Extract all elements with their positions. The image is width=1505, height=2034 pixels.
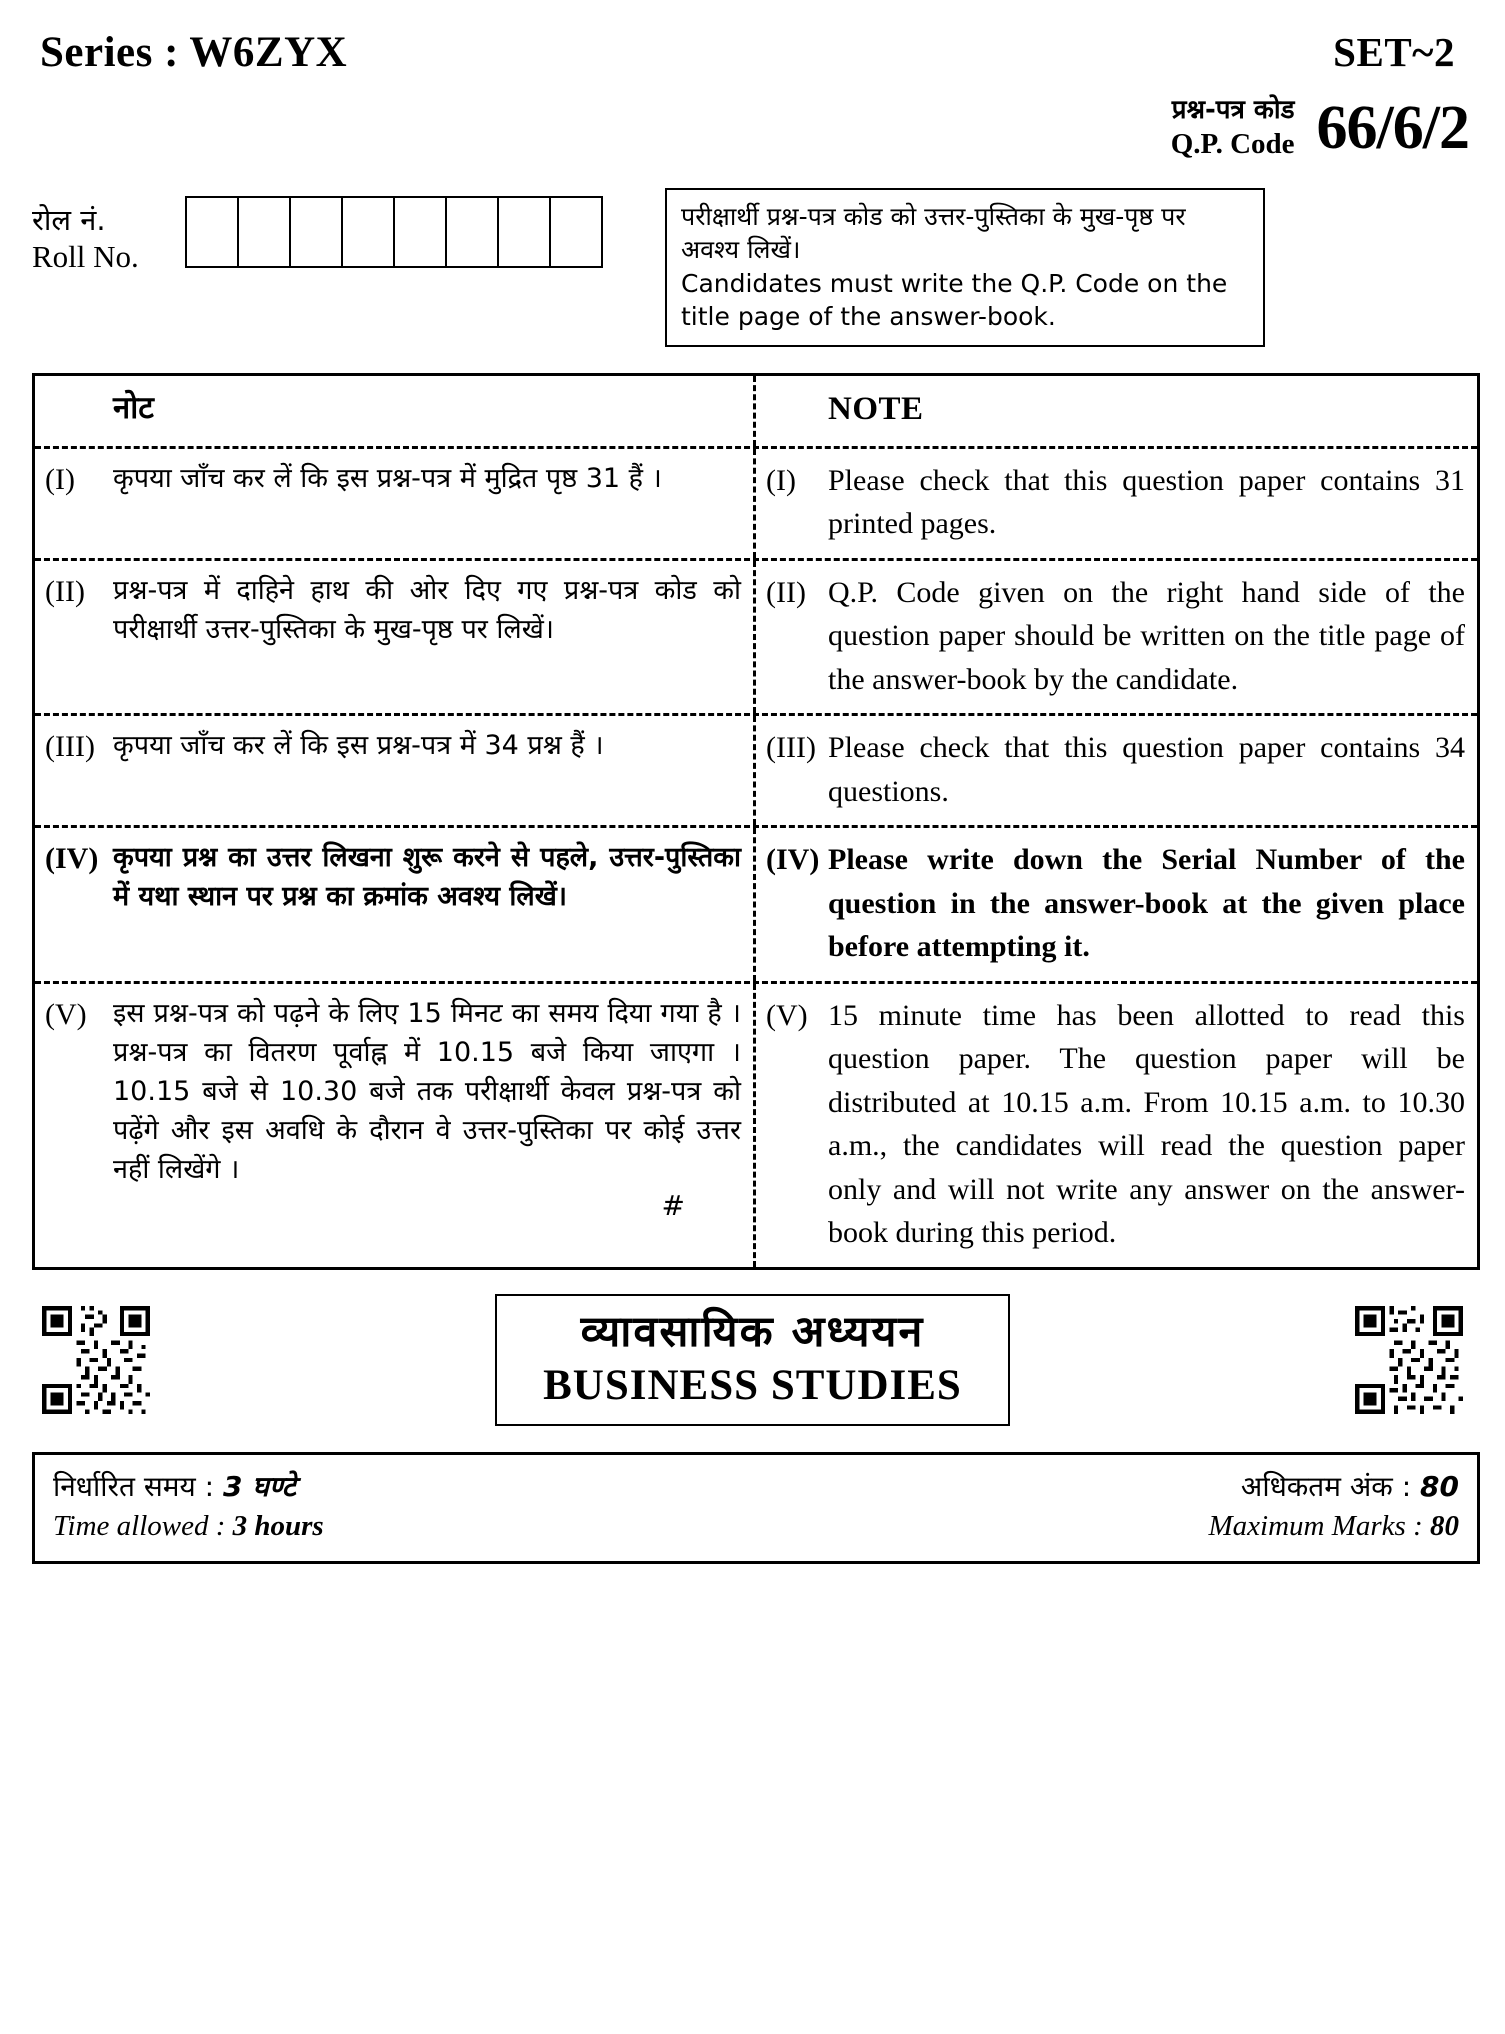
note-cell-hindi: [35, 828, 756, 981]
time-allowed-english-value: 3 hours: [232, 1510, 324, 1543]
note-header-hindi-label: नोट: [113, 390, 154, 426]
qp-code-label-english: Q.P. Code: [1170, 127, 1295, 160]
note-text-hindi: इस प्रश्न-पत्र को पढ़ने के लिए 15 मिनट का समय दिया गया है । प्रश्न-पत्र का वितरण पूर्वाह्न में 10.15 बजे किया जाएगा । 10.15 बजे से 10.30 बजे तक परीक्षार्थी केवल प्रश्न-पत्र को पढ़ेंगे और इस अवधि के दौरान वे उत्तर-पुस्तिका पर कोई उत्तर नहीं लिखेंगे । #: [113, 994, 741, 1255]
maximum-marks-hindi-value: 80: [1420, 1469, 1459, 1503]
note-cell-english: [756, 561, 1477, 714]
set-number-label: SET~2: [1333, 29, 1455, 75]
note-row: [35, 828, 1477, 984]
maximum-marks-block: [1209, 1467, 1459, 1547]
note-text-english: 15 minute time has been allotted to read this question paper. The question paper will be distributed at 10.15 a.m. From 10.15 a.m. to 10.30 a.m., the candidates will read the question paper only and will not write any answer on the answer-book during this period.: [828, 998, 1465, 1250]
roll-number-cell[interactable]: [289, 196, 343, 268]
note-cell-english: [756, 828, 1477, 981]
note-text-hindi: कृपया प्रश्न का उत्तर लिखना शुरू करने से पहले, उत्तर-पुस्तिका में यथा स्थान पर प्रश्न का क्रमांक अवश्य लिखें।: [113, 842, 741, 913]
maximum-marks-english-label: Maximum Marks :: [1208, 1510, 1423, 1543]
subject-title-box: [495, 1294, 1010, 1426]
time-allowed-block: [53, 1467, 324, 1547]
note-header-english-label: NOTE: [828, 391, 924, 427]
time-allowed-hindi-label: निर्धारित समय :: [53, 1469, 215, 1503]
time-allowed-hindi-value: 3 घण्टे: [222, 1469, 296, 1503]
note-header-hindi-index: [45, 386, 113, 434]
roll-number-cell[interactable]: [497, 196, 551, 268]
note-cell-hindi: [35, 716, 756, 825]
time-allowed-hindi: [53, 1467, 324, 1506]
note-index-english: (V): [766, 998, 808, 1032]
note-text-english: Please check that this question paper contains 34 questions.: [828, 731, 1465, 808]
roll-number-labels: [32, 188, 187, 277]
note-text-english: Please write down the Serial Number of the question in the answer-book at the given place before attempting it.: [828, 843, 1465, 964]
note-header-hindi-cell: [35, 376, 756, 446]
roll-number-cell[interactable]: [549, 196, 603, 268]
note-index-english: (II): [766, 575, 806, 609]
time-allowed-english: [53, 1506, 324, 1547]
subject-title-hindi: व्यावसायिक अध्ययन: [580, 1306, 925, 1357]
note-index-english: (III): [766, 731, 816, 765]
note-header-english-index: [766, 386, 828, 434]
note-row: [35, 716, 1477, 828]
roll-number-section: [18, 164, 1487, 347]
note-cell-hindi: [35, 984, 756, 1267]
roll-number-grid[interactable]: [187, 196, 603, 268]
footer-bar: [32, 1452, 1480, 1564]
qp-code-block: [18, 77, 1487, 164]
candidate-instruction-english: Candidates must write the Q.P. Code on the title page of the answer-book.: [681, 269, 1228, 331]
note-index-hindi: (III): [45, 730, 95, 764]
note-cell-hindi: [35, 449, 756, 558]
hash-marker: #: [661, 1188, 685, 1222]
note-text-hindi: कृपया जाँच कर लें कि इस प्रश्न-पत्र में मुद्रित पृष्ठ 31 हैं ।: [113, 462, 662, 494]
qr-code-right-icon: [1355, 1306, 1463, 1414]
maximum-marks-hindi: [1209, 1467, 1459, 1506]
note-cell-english: [756, 984, 1477, 1267]
note-table-header-row: [35, 376, 1477, 449]
note-index-hindi: (I): [45, 462, 75, 496]
note-text-hindi: कृपया जाँच कर लें कि इस प्रश्न-पत्र में 34 प्रश्न हैं ।: [113, 730, 604, 762]
note-text-hindi: प्रश्न-पत्र में दाहिने हाथ की ओर दिए गए प्रश्न-पत्र कोड को परीक्षार्थी उत्तर-पुस्तिका के मुख-पृष्ठ पर लिखें।: [113, 574, 741, 645]
note-index-hindi: (IV): [45, 842, 99, 876]
subject-title-english: BUSINESS STUDIES: [543, 1362, 962, 1410]
candidate-instruction-box: [665, 188, 1265, 347]
note-cell-hindi: [35, 561, 756, 714]
maximum-marks-english: [1209, 1506, 1459, 1547]
time-allowed-english-label: Time allowed :: [53, 1510, 226, 1543]
roll-number-cell[interactable]: [393, 196, 447, 268]
roll-number-cell[interactable]: [237, 196, 291, 268]
roll-number-cell[interactable]: [185, 196, 239, 268]
series-label: Series : W6ZYX: [40, 29, 348, 76]
qp-code-label-hindi: प्रश्न-पत्र कोड: [1171, 94, 1295, 125]
note-index-hindi: (V): [45, 997, 87, 1031]
note-index-hindi: (II): [45, 574, 85, 608]
note-row: [35, 449, 1477, 561]
note-header-english-cell: [756, 376, 1477, 446]
roll-label-english: Roll No.: [32, 239, 139, 275]
note-cell-english: [756, 716, 1477, 825]
qp-code-value: 66/6/2: [1316, 94, 1469, 162]
candidate-instruction-hindi: परीक्षार्थी प्रश्न-पत्र कोड को उत्तर-पुस्तिका के मुख-पृष्ठ पर अवश्य लिखें।: [681, 202, 1186, 264]
top-header-row: [18, 0, 1487, 77]
note-index-english: (I): [766, 463, 796, 497]
qr-code-left-icon: [42, 1306, 150, 1414]
maximum-marks-hindi-label: अधिकतम अंक :: [1240, 1469, 1412, 1503]
note-row: [35, 984, 1477, 1267]
qp-code-labels: [1171, 96, 1295, 161]
note-text-english: Please check that this question paper contains 31 printed pages.: [828, 463, 1465, 541]
note-text-english: Q.P. Code given on the right hand side of the question paper should be written on the title page of the answer-book by the candidate.: [828, 575, 1465, 696]
note-row: [35, 561, 1477, 717]
subject-title-band: [42, 1294, 1463, 1426]
roll-number-cell[interactable]: [341, 196, 395, 268]
note-table: [32, 373, 1480, 1270]
note-cell-english: [756, 449, 1477, 558]
maximum-marks-english-value: 80: [1430, 1510, 1459, 1543]
roll-label-hindi: रोल नं.: [32, 203, 106, 237]
roll-number-cell[interactable]: [445, 196, 499, 268]
note-index-english: (IV): [766, 843, 820, 877]
